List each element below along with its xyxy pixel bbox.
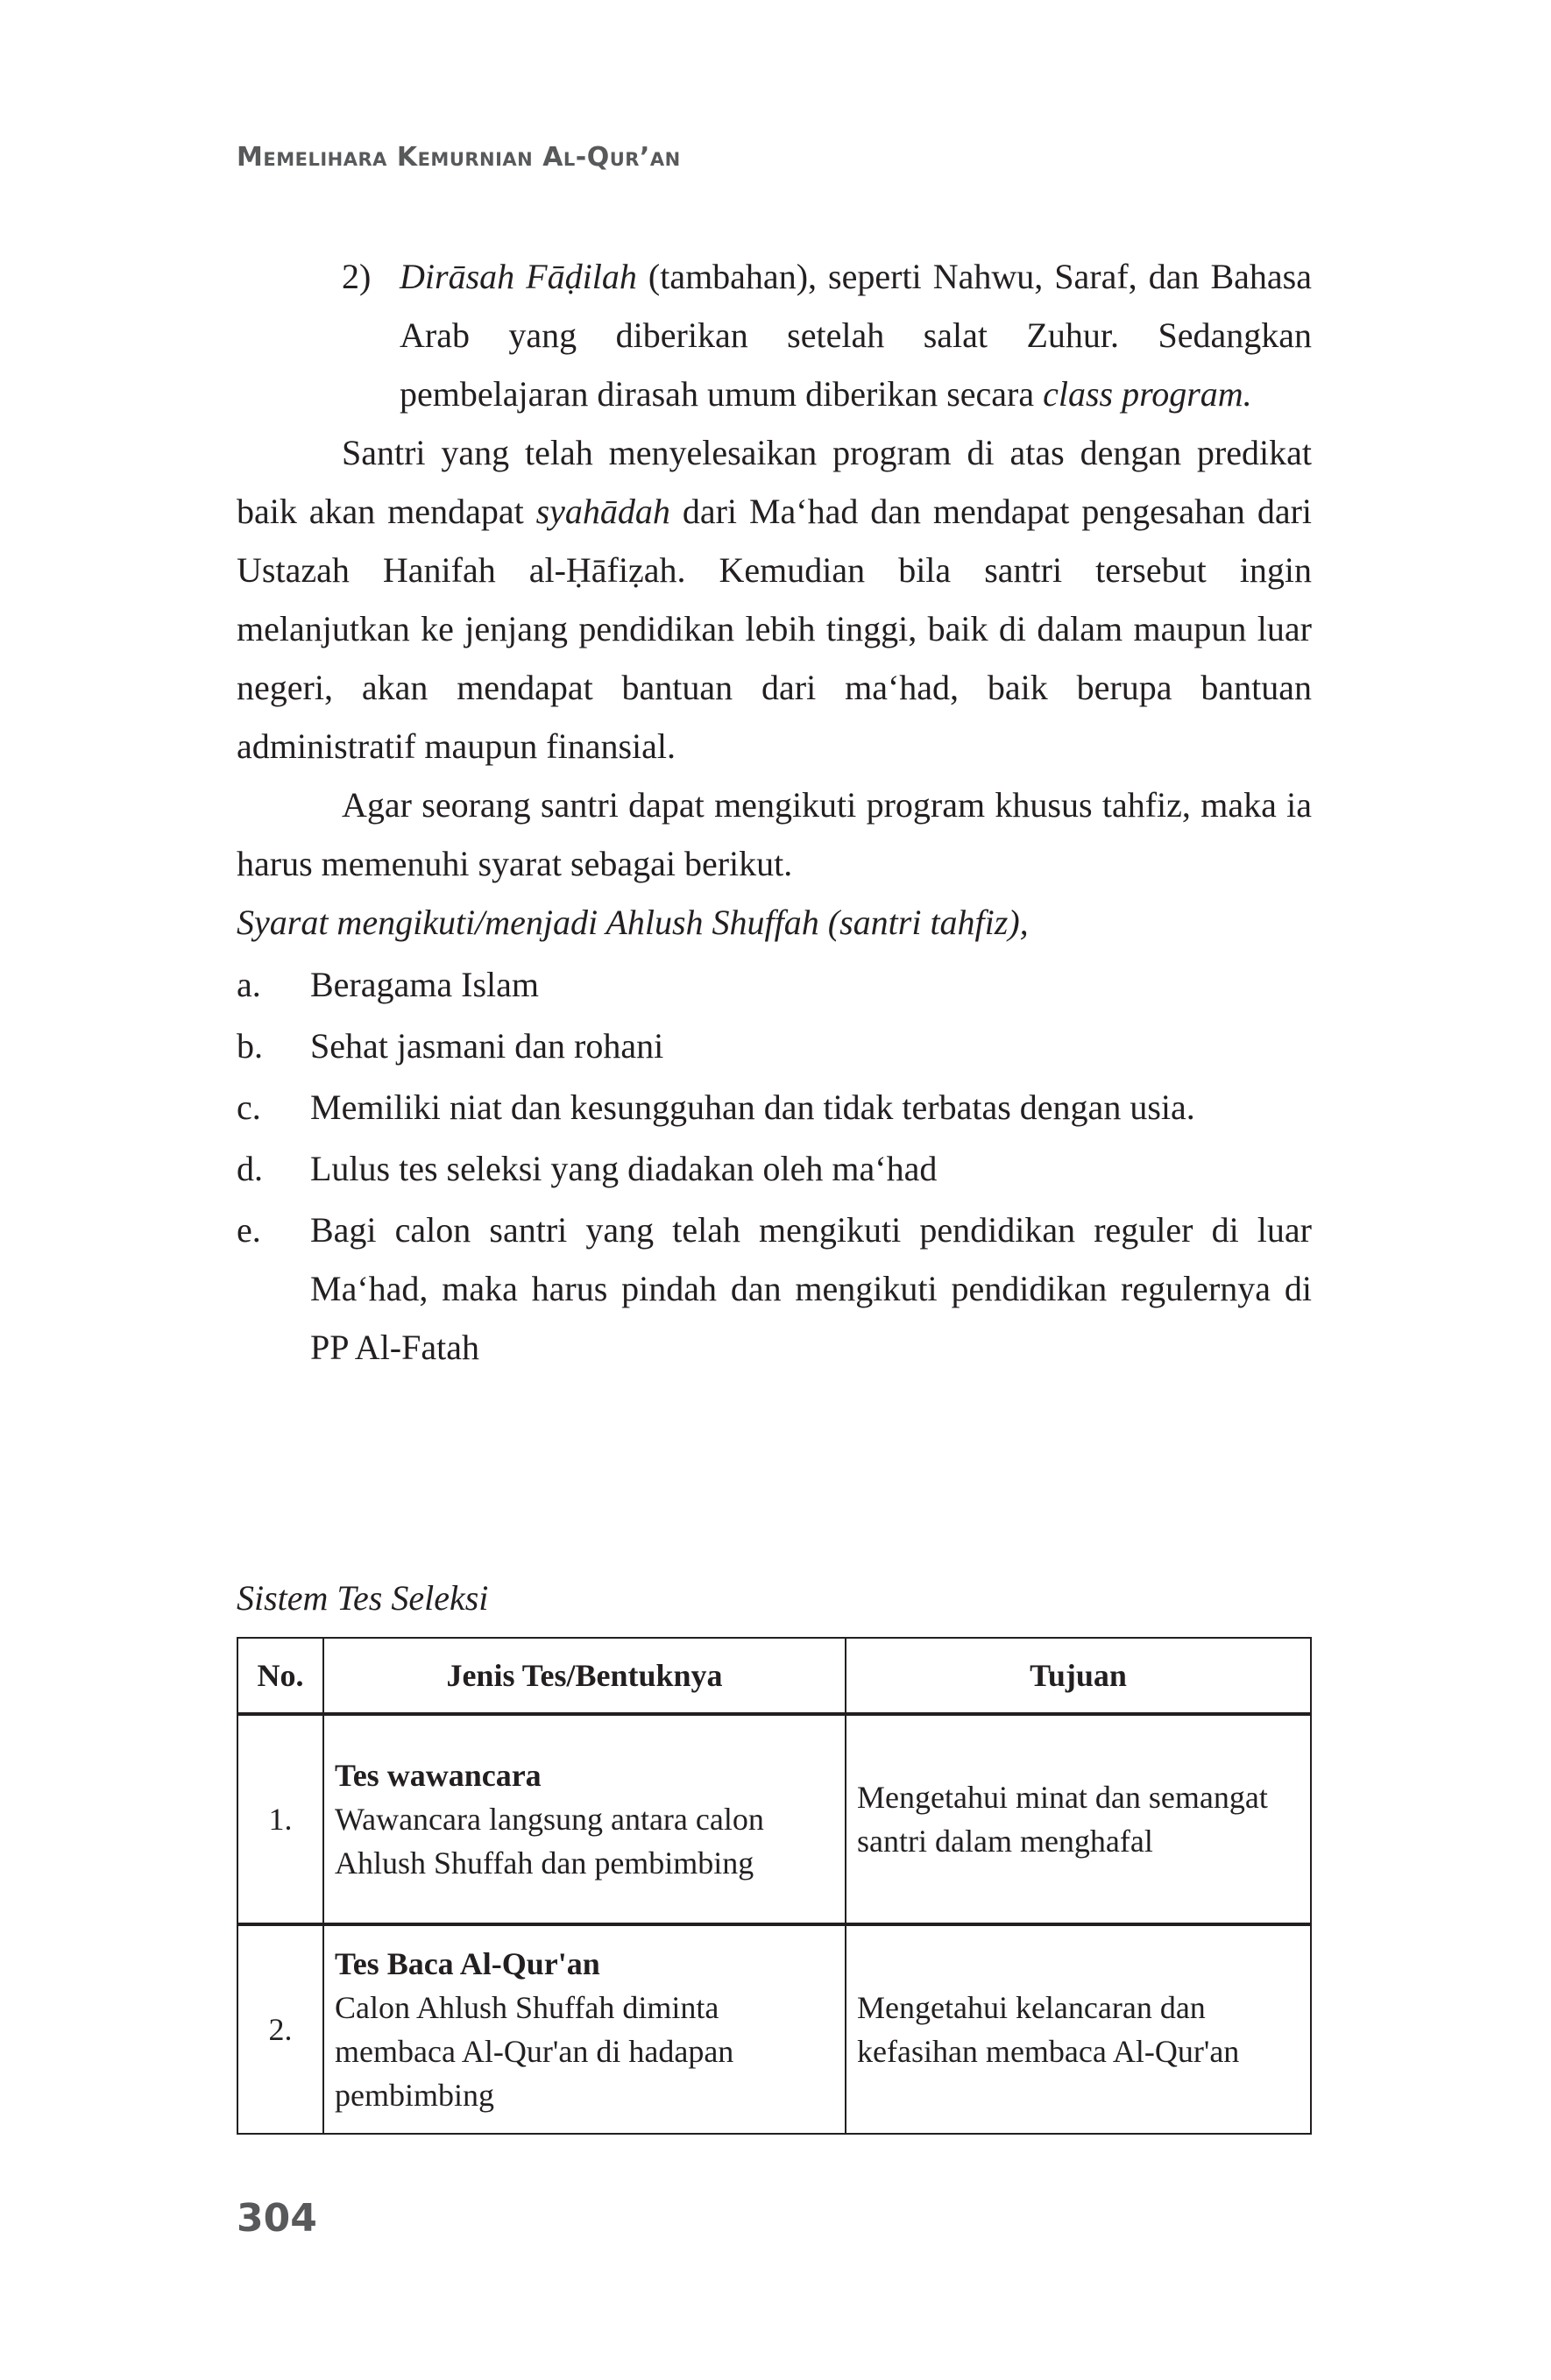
cell-no: 1. bbox=[237, 1714, 323, 1924]
test-desc: Calon Ahlush Shuffah diminta membaca Al-Qur'an di hadapan pembimbing bbox=[335, 1990, 734, 2113]
list-text: Bagi calon santri yang telah mengikuti pendidikan reguler di luar Ma‘had, maka harus pindah dan mengikuti pendidikan regulernya di PP Al-Fatah bbox=[310, 1210, 1312, 1367]
test-desc: Wawancara langsung antara calon Ahlush Shuffah dan pembimbing bbox=[335, 1802, 764, 1881]
cell-no: 2. bbox=[237, 1924, 323, 2134]
list-item bbox=[237, 1078, 1312, 1137]
list-marker: e. bbox=[237, 1210, 261, 1250]
table-caption: Sistem Tes Seleksi bbox=[237, 1578, 489, 1618]
list-marker: a. bbox=[237, 965, 261, 1004]
italic-term: Dirāsah Fāḍilah bbox=[400, 257, 637, 296]
list-text: Memiliki niat dan kesungguhan dan tidak terbatas dengan usia. bbox=[310, 1087, 1195, 1127]
header-no: No. bbox=[237, 1638, 323, 1714]
list-item bbox=[237, 1016, 1312, 1075]
running-head: Memelihara Kemurnian Al-Qur’an bbox=[237, 142, 681, 173]
item-marker: 2) bbox=[342, 257, 372, 296]
requirements-title: Syarat mengikuti/menjadi Ahlush Shuffah (santri tahfiz), bbox=[237, 903, 1029, 942]
cell-jenis bbox=[323, 1924, 846, 2134]
cell-tujuan: Mengetahui minat dan semangat santri dalam menghafal bbox=[846, 1714, 1311, 1924]
list-marker: b. bbox=[237, 1026, 263, 1066]
selection-test-table bbox=[237, 1637, 1312, 2135]
cell-jenis bbox=[323, 1714, 846, 1924]
paragraph-2: Agar seorang santri dapat mengikuti program khusus tahfiz, maka ia harus memenuhi syarat sebagai berikut. bbox=[237, 785, 1312, 883]
item-text bbox=[400, 247, 1312, 423]
cell-tujuan: Mengetahui kelancaran dan kefasihan membaca Al-Qur'an bbox=[846, 1924, 1311, 2134]
italic-term: syahādah bbox=[535, 492, 670, 531]
paragraph-1-part1: Santri yang telah menyelesaikan program di atas dengan predikat baik akan mendapat bbox=[237, 433, 1312, 531]
requirements-list bbox=[237, 955, 1312, 1377]
header-jenis: Jenis Tes/Bentuknya bbox=[323, 1638, 846, 1714]
italic-end: class program. bbox=[1043, 374, 1252, 414]
page-number: 304 bbox=[237, 2196, 317, 2241]
body-text bbox=[237, 247, 1312, 1379]
list-item bbox=[237, 1201, 1312, 1377]
paragraph-1-part2: dari Ma‘had dan mendapat pengesahan dari Ustazah Hanifah al-Ḥāfiẓah. Kemudian bila santri tersebut ingin melanjutkan ke jenjang pendidikan lebih tinggi, baik di dalam maupun luar negeri, akan mendapat bantuan dari ma‘had, baik berupa bantuan administratif maupun finansial. bbox=[237, 492, 1312, 766]
item-body: (tambahan), seperti Nahwu, Saraf, dan Bahasa Arab yang diberikan setelah salat Zuhur. Sedangkan pembelajaran dirasah umum diberikan secara bbox=[400, 257, 1313, 414]
numbered-item bbox=[342, 247, 1312, 423]
test-name: Tes wawancara bbox=[335, 1758, 542, 1793]
list-text: Lulus tes seleksi yang diadakan oleh ma‘had bbox=[310, 1149, 938, 1188]
list-item bbox=[237, 955, 1312, 1014]
table-header-row bbox=[237, 1638, 1311, 1714]
header-tujuan: Tujuan bbox=[846, 1638, 1311, 1714]
table-row bbox=[237, 1714, 1311, 1924]
test-name: Tes Baca Al-Qur'an bbox=[335, 1946, 600, 1981]
list-item bbox=[237, 1139, 1312, 1198]
list-text: Beragama Islam bbox=[310, 965, 539, 1004]
list-marker: d. bbox=[237, 1149, 263, 1188]
list-text: Sehat jasmani dan rohani bbox=[310, 1026, 664, 1066]
table-row bbox=[237, 1924, 1311, 2134]
paragraph-1 bbox=[237, 423, 1312, 776]
list-marker: c. bbox=[237, 1087, 261, 1127]
